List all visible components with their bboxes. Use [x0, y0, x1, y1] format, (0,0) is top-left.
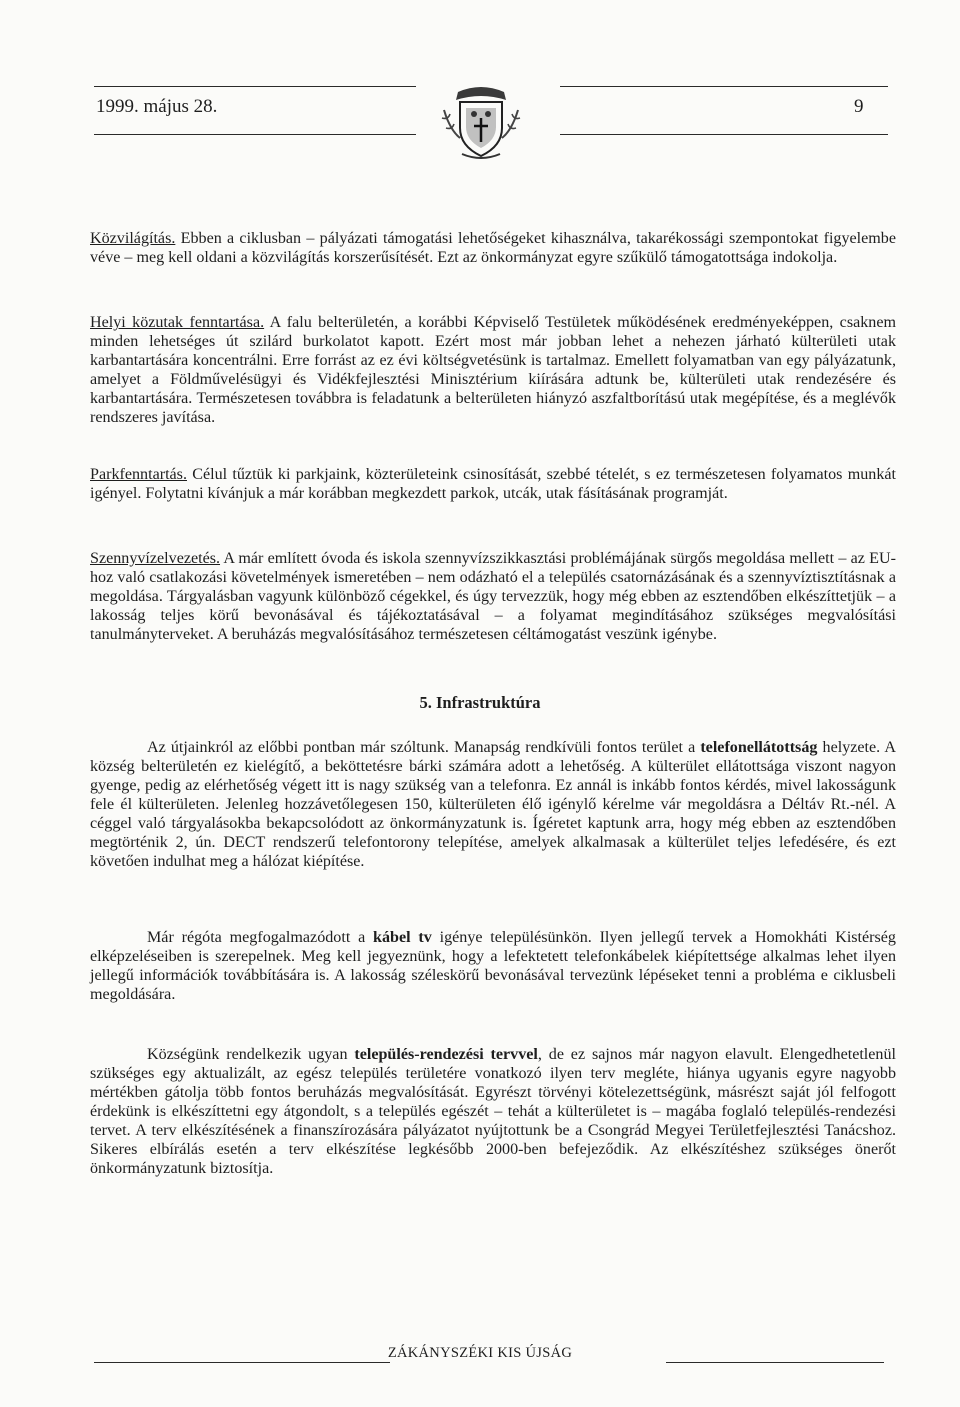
heading-kozvilagitas: Közvilágítás.	[90, 230, 176, 247]
footer-rule-right	[666, 1362, 884, 1363]
heading-szennyviz: Szennyvízelvezetés.	[90, 550, 221, 567]
coat-of-arms-icon	[436, 80, 526, 162]
footer-publication-title: ZÁKÁNYSZÉKI KIS ÚJSÁG	[387, 1345, 573, 1361]
text-rendezesi-after: , de ez sajnos már nagyon elavult. Elengedhetetlenül szükséges egy aktualizált, az egész település területére vonatkozó ilyen terv megléte, hiánya ugyanis egyre nagyobb mértékben gátolja több fontos beruházás megvalósítását. Egyrészt törvényi kötelezettségünk, másrészt saját jól felfogott érdekünk is elkészíttetni egy átgondolt, s a település egészét – tehát a külterületet is – magába foglaló település-rendezési tervet. A terv elkészítésének a finanszírozására pályázatot nyújtottunk be a Csongrád Megyei Területfejlesztési Tanácshoz. Sikeres elbírálás esetén a terv elkészítése legkésőbb 2000-ben befejeződik. Az elkészítéshez szükséges önerőt önkormányzatunk biztosítja.	[90, 1046, 896, 1177]
heading-parkfenntartas: Parkfenntartás.	[90, 466, 187, 483]
text-kabeltv-after: igénye településünkön. Ilyen jellegű tervek a Homokháti Kistérség elképzeléseiben is szerepelnek. Meg kell jegyeznünk, hogy a lefektetett telefonkábelek kiépítettsége alkalmas lehet ilyen jellegű információk továbbítására is. A lakosság széleskörű bevonásával tervezünk lépéseket tenni a probléma e ciklusbeli megoldására.	[90, 929, 896, 1003]
text-rendezesi-before: Községünk rendelkezik ugyan	[147, 1046, 355, 1063]
section-title-infrastruktura: 5. Infrastruktúra	[419, 693, 541, 712]
text-parkfenntartas: Célul tűztük ki parkjaink, közterületeink csinosítását, szebbé tételét, s ez természetesen folyamatos munkát igényel. Folytatni kívánjuk a már korábban megkezdett parkok, utcák, utak fásításának programját.	[90, 466, 896, 502]
bold-kabeltv: kábel tv	[373, 929, 432, 946]
header-date: 1999. május 28.	[96, 96, 218, 117]
paragraph-kabeltv	[90, 928, 896, 1004]
footer-rule-left	[94, 1362, 390, 1363]
text-telefon-after: helyzete. A község belterületén ez kielégítő, a beköttetésre bárki számára adott a lehetőség. A külterület ellátottsága viszont nagyon gyenge, pedig az elérhetőség végett itt is nagy szükség van a telefonra. Ez annál is inkább fontos kérdés, mivel lakosságunk fele él külterületen. Jelenleg hozzávetőlegesen 150, külterületen élő igénylő kérelme vár megoldásra a Déltáv Rt.-nél. A céggel való tárgyalásokba bekapcsolódott az önkormányzatunk is. Ígéretet kaptunk arra, hogy még ebben az esztendőben megtörténik 2, ún. DECT rendszerű telefontorony telepítése, amelyek alkalmasak a külterület teljes lefedésére, és ezt követően indulhat meg a hálózat kiépítése.	[90, 739, 896, 870]
text-telefon-before: Az útjainkról az előbbi pontban már szóltunk. Manapság rendkívüli fontos terület a	[147, 739, 701, 756]
header-rule-top-left	[94, 86, 416, 87]
header-rule-top-right	[560, 86, 888, 87]
text-kabeltv-before: Már régóta megfogalmazódott a	[147, 929, 374, 946]
text-kozutak: A falu belterületén, a korábbi Képviselő Testületek működésének eredményeképpen, csaknem minden lehetséges út szilárd burkolatot kapott. Ezért most már jobban lehet a nehezen járható külterületi utak karbantartására koncentrálni. Erre forrást az ez évi költségvetésünk is tartalmaz. Emellett folyamatban van egy pályázatunk, amelyet a Földművelésügyi és Vidékfejlesztési Minisztérium kiírására adtunk be, külterületi utak rendezésére és karbantartására. Természetesen továbbra is feladatunk a belterületen hiányzó aszfaltborítású utak megépítése, és a meglévők rendszeres javítása.	[90, 314, 896, 426]
header-rule-bottom-left	[94, 134, 416, 135]
paragraph-rendezesi-terv	[90, 1045, 896, 1178]
paragraph-kozutak	[90, 313, 896, 427]
text-kozvilagitas: Ebben a ciklusban – pályázati támogatási lehetőségeket kihasználva, takarékossági szempontokat figyelembe véve – meg kell oldani a közvilágítás korszerűsítését. Ezt az önkormányzat egyre szűkülő támogatottsága indokolja.	[90, 230, 896, 266]
header-page-number: 9	[854, 96, 864, 117]
paragraph-szennyviz	[90, 549, 896, 644]
header-rule-bottom-right	[560, 134, 888, 135]
heading-kozutak: Helyi közutak fenntartása.	[90, 314, 265, 331]
bold-telefonellatottsag: telefonellátottság	[700, 739, 818, 756]
paragraph-parkfenntartas	[90, 465, 896, 503]
paragraph-telefon	[90, 738, 896, 871]
text-szennyviz: A már említett óvoda és iskola szennyvízszikkasztási problémájának sürgős megoldása mellett – az EU-hoz való csatlakozási követelmények ismeretében – nem odázható el a település csatornázásának és a szennyvíztisztításnak a megoldása. Tárgyalásban vagyunk különböző cégekkel, és úgy tervezzük, hogy még ebben az esztendőben elkészíttetjük – a lakosság teljes körű bevonásával és tájékoztatásával – a folyamat megindításához szükséges megvalósítási tanulmányterveket. A beruházás megvalósításához természetesen céltámogatást veszünk igénybe.	[90, 550, 896, 643]
paragraph-kozvilagitas	[90, 229, 896, 267]
bold-rendezesi-terv: település-rendezési tervvel	[354, 1046, 538, 1063]
